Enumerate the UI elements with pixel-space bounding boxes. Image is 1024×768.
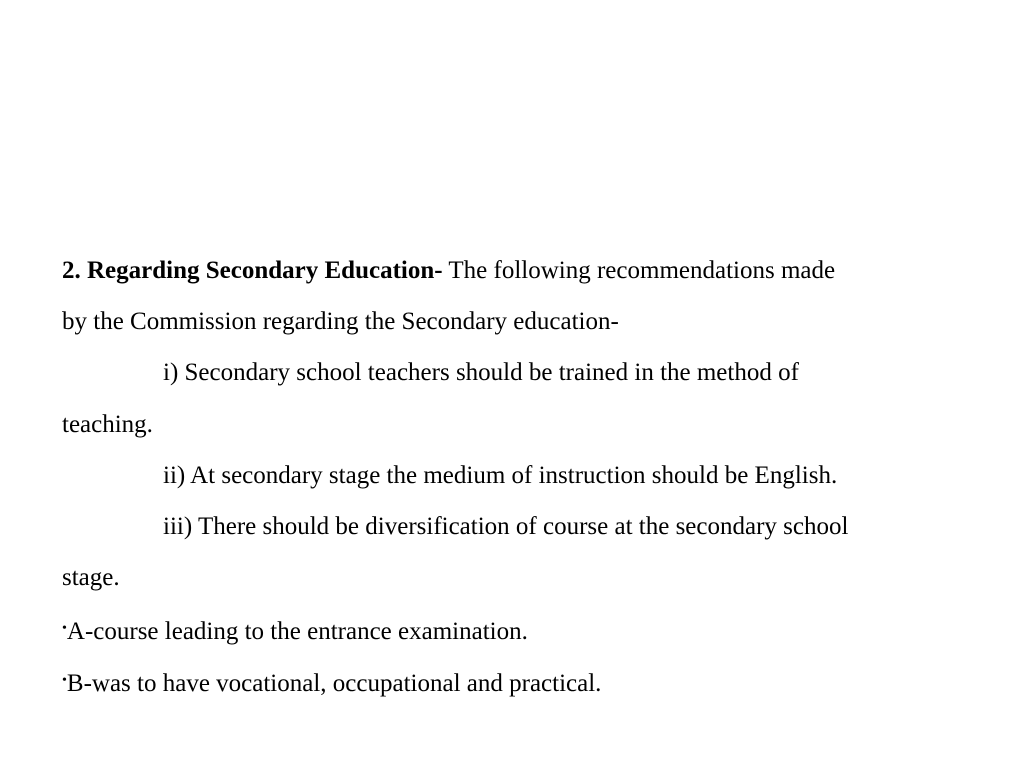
item-iii-text: iii) There should be diversification of course at the secondary school xyxy=(163,512,849,540)
heading-line-1-text: The following recommendations made xyxy=(442,257,836,284)
item-iii-text-continued: stage. xyxy=(62,564,120,592)
item-ii-line-1 xyxy=(62,450,962,501)
paragraph-heading-line-2 xyxy=(62,296,962,347)
item-ii-text: ii) At secondary stage the medium of instruction should be English. xyxy=(163,461,838,489)
slide-body xyxy=(62,245,962,706)
item-i-line-2 xyxy=(62,399,962,450)
bullet-text: B-was to have vocational, occupational and practical. xyxy=(66,669,602,697)
item-i-line-1 xyxy=(62,347,962,398)
bullet-text: A-course leading to the entrance examination. xyxy=(66,618,528,646)
item-iii-line-1 xyxy=(62,501,962,552)
bullet-icon: • xyxy=(62,672,67,688)
section-heading: 2. Regarding Secondary Education- xyxy=(62,257,443,284)
bullet-icon: • xyxy=(62,621,67,637)
item-i-text-continued: teaching. xyxy=(62,410,153,438)
bullet-item xyxy=(62,603,962,654)
item-i-text: i) Secondary school teachers should be trained in the method of xyxy=(163,359,799,387)
heading-line-2-text: by the Commission regarding the Secondary education- xyxy=(62,308,619,336)
paragraph-heading-line-1 xyxy=(62,245,962,296)
bullet-item xyxy=(62,655,962,706)
item-iii-line-2 xyxy=(62,552,962,603)
